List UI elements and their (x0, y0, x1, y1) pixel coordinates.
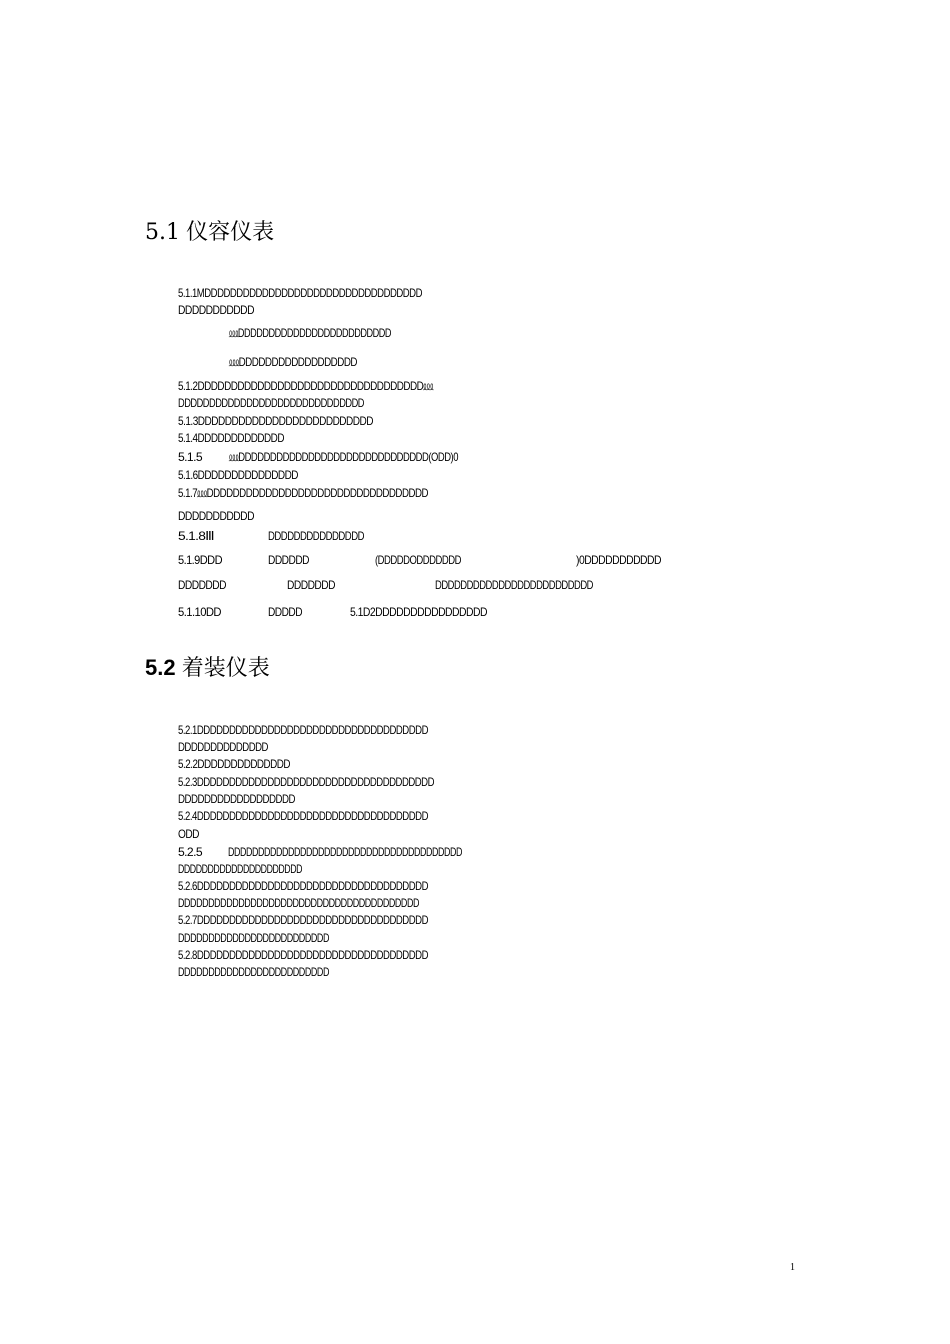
line-5-1-2: 5.1.2DDDDDDDDDDDDDDDDDDDDDDDDDDDDDDDDDD⅏ (178, 379, 433, 393)
section-5-2-title: 着装仪表 (181, 656, 270, 681)
line-5-1-9-col2: DDDDDD (268, 553, 309, 567)
line-5-2-3-cont: DDDDDDDDDDDDDDDDDD (178, 792, 295, 806)
line-5-1-9-col3: (DDDDDODDDDDDD (375, 553, 461, 567)
line-5-1-9-row2-col2: DDDDDDD (287, 578, 335, 592)
line-5-1-5-text: ⅏DDDDDDDDDDDDDDDDDDDDDDDDDDDDDD(ODD)0 (229, 450, 458, 464)
line-5-1-9-row2-col3: DDDDDDDDDDDDDDDDDDDDDDDDD (435, 578, 593, 592)
line-5-2-7-cont: DDDDDDDDDDDDDDDDDDDDDDDDD (178, 931, 329, 945)
line-5-1-1: 5.1.1MDDDDDDDDDDDDDDDDDDDDDDDDDDDDDDDDDD (178, 286, 422, 300)
line-5-2-4-cont: ODD (178, 827, 199, 841)
line-5-1-10-col1: 5.1.10DD (178, 605, 221, 619)
line-5-1-8-text: DDDDDDDDDDDDDDD (268, 529, 364, 543)
line-5-2-6: 5.2.6DDDDDDDDDDDDDDDDDDDDDDDDDDDDDDDDDDDD (178, 879, 428, 893)
section-5-2-heading (145, 654, 270, 683)
line-5-1-2-cont: DDDDDDDDDDDDDDDDDDDDDDDDDDDDDD (178, 396, 364, 410)
line-5-2-1: 5.2.1DDDDDDDDDDDDDDDDDDDDDDDDDDDDDDDDDDDD (178, 723, 428, 737)
line-5-1-9-col4: )0DDDDDDDDDDD (576, 553, 661, 567)
line-5-1-10-col3: 5.1D2DDDDDDDDDDDDDDDD (350, 605, 487, 619)
line-5-2-2: 5.2.2DDDDDDDDDDDDDD (178, 757, 290, 771)
line-5-1-9-row2-col1: DDDDDDD (178, 578, 226, 592)
section-5-1-number: 5.1 (145, 220, 180, 245)
line-5-2-5-text: DDDDDDDDDDDDDDDDDDDDDDDDDDDDDDDDDDDDDDD (228, 845, 462, 859)
line-5-1-8-number: 5.1.8Ⅲ (178, 529, 214, 543)
line-5-2-5-number: 5.2.5 (178, 845, 202, 859)
line-5-2-8-cont: DDDDDDDDDDDDDDDDDDDDDDDDD (178, 965, 329, 979)
line-5-1-4: 5.1.4DDDDDDDDDDDDD (178, 431, 284, 445)
line-5-2-6-cont: DDDDDDDDDDDDDDDDDDDDDDDDDDDDDDDDDDDDDDDD (178, 896, 419, 910)
line-5-1-7-cont: DDDDDDDDDDD (178, 509, 254, 523)
section-5-1-title: 仪容仪表 (186, 220, 275, 245)
line-5-1-10-col2: DDDDD (268, 605, 302, 619)
line-5-1-1-item-b: ⅏DDDDDDDDDDDDDDDDDD (229, 355, 357, 369)
section-5-2-number: 5.2 (145, 655, 176, 680)
line-5-1-5-number: 5.1.5 (178, 450, 202, 464)
line-5-2-3: 5.2.3DDDDDDDDDDDDDDDDDDDDDDDDDDDDDDDDDDDDD (178, 775, 434, 789)
line-5-1-7: 5.1.7⅏DDDDDDDDDDDDDDDDDDDDDDDDDDDDDDDDDD (178, 486, 428, 500)
line-5-2-5-cont: DDDDDDDDDDDDDDDDDDDDD (178, 862, 302, 876)
page-number: 1 (790, 1262, 795, 1273)
line-5-2-8: 5.2.8DDDDDDDDDDDDDDDDDDDDDDDDDDDDDDDDDDDD (178, 948, 428, 962)
line-5-1-9-col1: 5.1.9DDD (178, 553, 222, 567)
line-5-2-7: 5.2.7DDDDDDDDDDDDDDDDDDDDDDDDDDDDDDDDDDDD (178, 913, 428, 927)
line-5-1-6: 5.1.6DDDDDDDDDDDDDDD (178, 468, 298, 482)
line-5-1-1-cont: DDDDDDDDDDD (178, 303, 254, 317)
section-5-1-heading (145, 218, 274, 247)
line-5-1-3: 5.1.3DDDDDDDDDDDDDDDDDDDDDDDDDD (178, 414, 373, 428)
line-5-1-1-item-a: ⅏DDDDDDDDDDDDDDDDDDDDDDDDD (229, 326, 391, 340)
line-5-2-4: 5.2.4DDDDDDDDDDDDDDDDDDDDDDDDDDDDDDDDDDDD (178, 809, 428, 823)
line-5-2-1-cont: DDDDDDDDDDDDDD (178, 740, 268, 754)
